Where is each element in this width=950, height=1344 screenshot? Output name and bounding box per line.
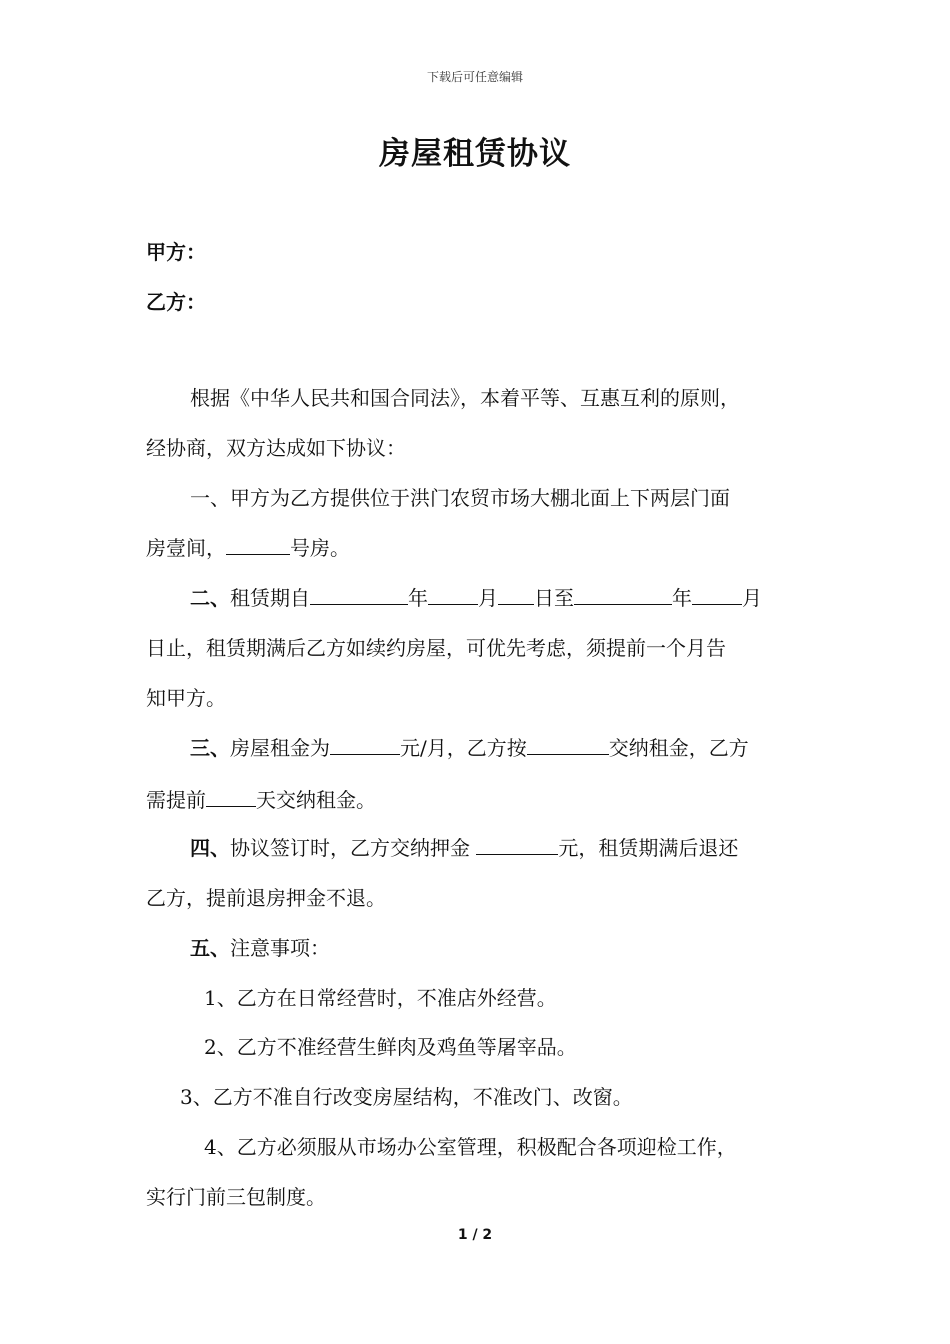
clause-2-text-e: 年 xyxy=(672,586,692,610)
payment-period-blank[interactable] xyxy=(527,736,609,755)
clause-2-text-c: 月 xyxy=(478,586,498,610)
note-item-4: 4、乙方必须服从市场办公室管理，积极配合各项迎检工作， xyxy=(204,1135,737,1159)
clause-2-line-2: 日止，租赁期满后乙方如续约房屋，可优先考虑，须提前一个月告 xyxy=(146,636,726,660)
clause-5-heading xyxy=(190,935,330,961)
clause-1-text-b: 号房。 xyxy=(290,536,350,560)
clause-1-text-a: 房壹间， xyxy=(146,536,226,560)
clause-5-heading-text: 注意事项： xyxy=(230,936,330,960)
advance-days-blank[interactable] xyxy=(206,788,256,807)
clause-4-text-b: 元，租赁期满后退还 xyxy=(558,836,739,860)
end-month-blank[interactable] xyxy=(692,586,742,605)
clause-3-label: 三、 xyxy=(190,736,230,760)
clause-2-text-b: 年 xyxy=(408,586,428,610)
clause-1-line-2 xyxy=(146,535,350,561)
clause-3-line-1 xyxy=(190,735,749,761)
clause-2-line-1 xyxy=(190,585,762,611)
clause-4-label: 四、 xyxy=(190,836,230,860)
end-year-blank[interactable] xyxy=(574,586,672,605)
clause-4-text-a: 协议签订时，乙方交纳押金 xyxy=(230,836,477,860)
clause-2-text-a: 租赁期自 xyxy=(230,586,310,610)
start-day-blank[interactable] xyxy=(498,586,534,605)
room-number-blank[interactable] xyxy=(226,536,290,555)
page-number: 1 / 2 xyxy=(457,1227,493,1243)
clause-4-line-1 xyxy=(190,835,738,861)
clause-3-text-e: 天交纳租金。 xyxy=(256,788,376,812)
clause-3-text-d: 需提前 xyxy=(146,788,206,812)
preamble-line-2: 经协商，双方达成如下协议： xyxy=(146,436,406,460)
note-item-1: 1、乙方在日常经营时，不准店外经营。 xyxy=(204,986,557,1010)
note-item-4-cont: 实行门前三包制度。 xyxy=(146,1185,326,1209)
clause-3-text-b: 元/月，乙方按 xyxy=(400,736,527,760)
header-note: 下载后可任意编辑 xyxy=(426,70,523,84)
party-a-label: 甲方： xyxy=(146,240,206,264)
start-year-blank[interactable] xyxy=(310,586,408,605)
preamble-line-1: 根据《中华人民共和国合同法》，本着平等、互惠互利的原则， xyxy=(190,386,740,410)
clause-2-label: 二、 xyxy=(190,586,230,610)
clause-3-line-2 xyxy=(146,787,376,813)
clause-1-line-1: 一、甲方为乙方提供位于洪门农贸市场大棚北面上下两层门面 xyxy=(190,486,730,510)
clause-2-line-3: 知甲方。 xyxy=(146,686,226,710)
note-item-2: 2、乙方不准经营生鲜肉及鸡鱼等屠宰品。 xyxy=(204,1035,577,1059)
document-title: 房屋租赁协议 xyxy=(379,136,571,172)
note-item-3: 3、乙方不准自行改变房屋结构，不准改门、改窗。 xyxy=(180,1085,633,1109)
party-b-label: 乙方： xyxy=(146,290,206,314)
clause-3-text-c: 交纳租金，乙方 xyxy=(608,736,749,760)
clause-4-line-2: 乙方，提前退房押金不退。 xyxy=(146,886,386,910)
rent-amount-blank[interactable] xyxy=(330,736,400,755)
clause-5-label: 五、 xyxy=(190,936,230,960)
clause-2-text-d: 日至 xyxy=(534,586,574,610)
clause-2-text-f: 月 xyxy=(742,586,762,610)
clause-3-text-a: 房屋租金为 xyxy=(230,736,330,760)
start-month-blank[interactable] xyxy=(428,586,478,605)
deposit-amount-blank[interactable] xyxy=(476,836,558,855)
